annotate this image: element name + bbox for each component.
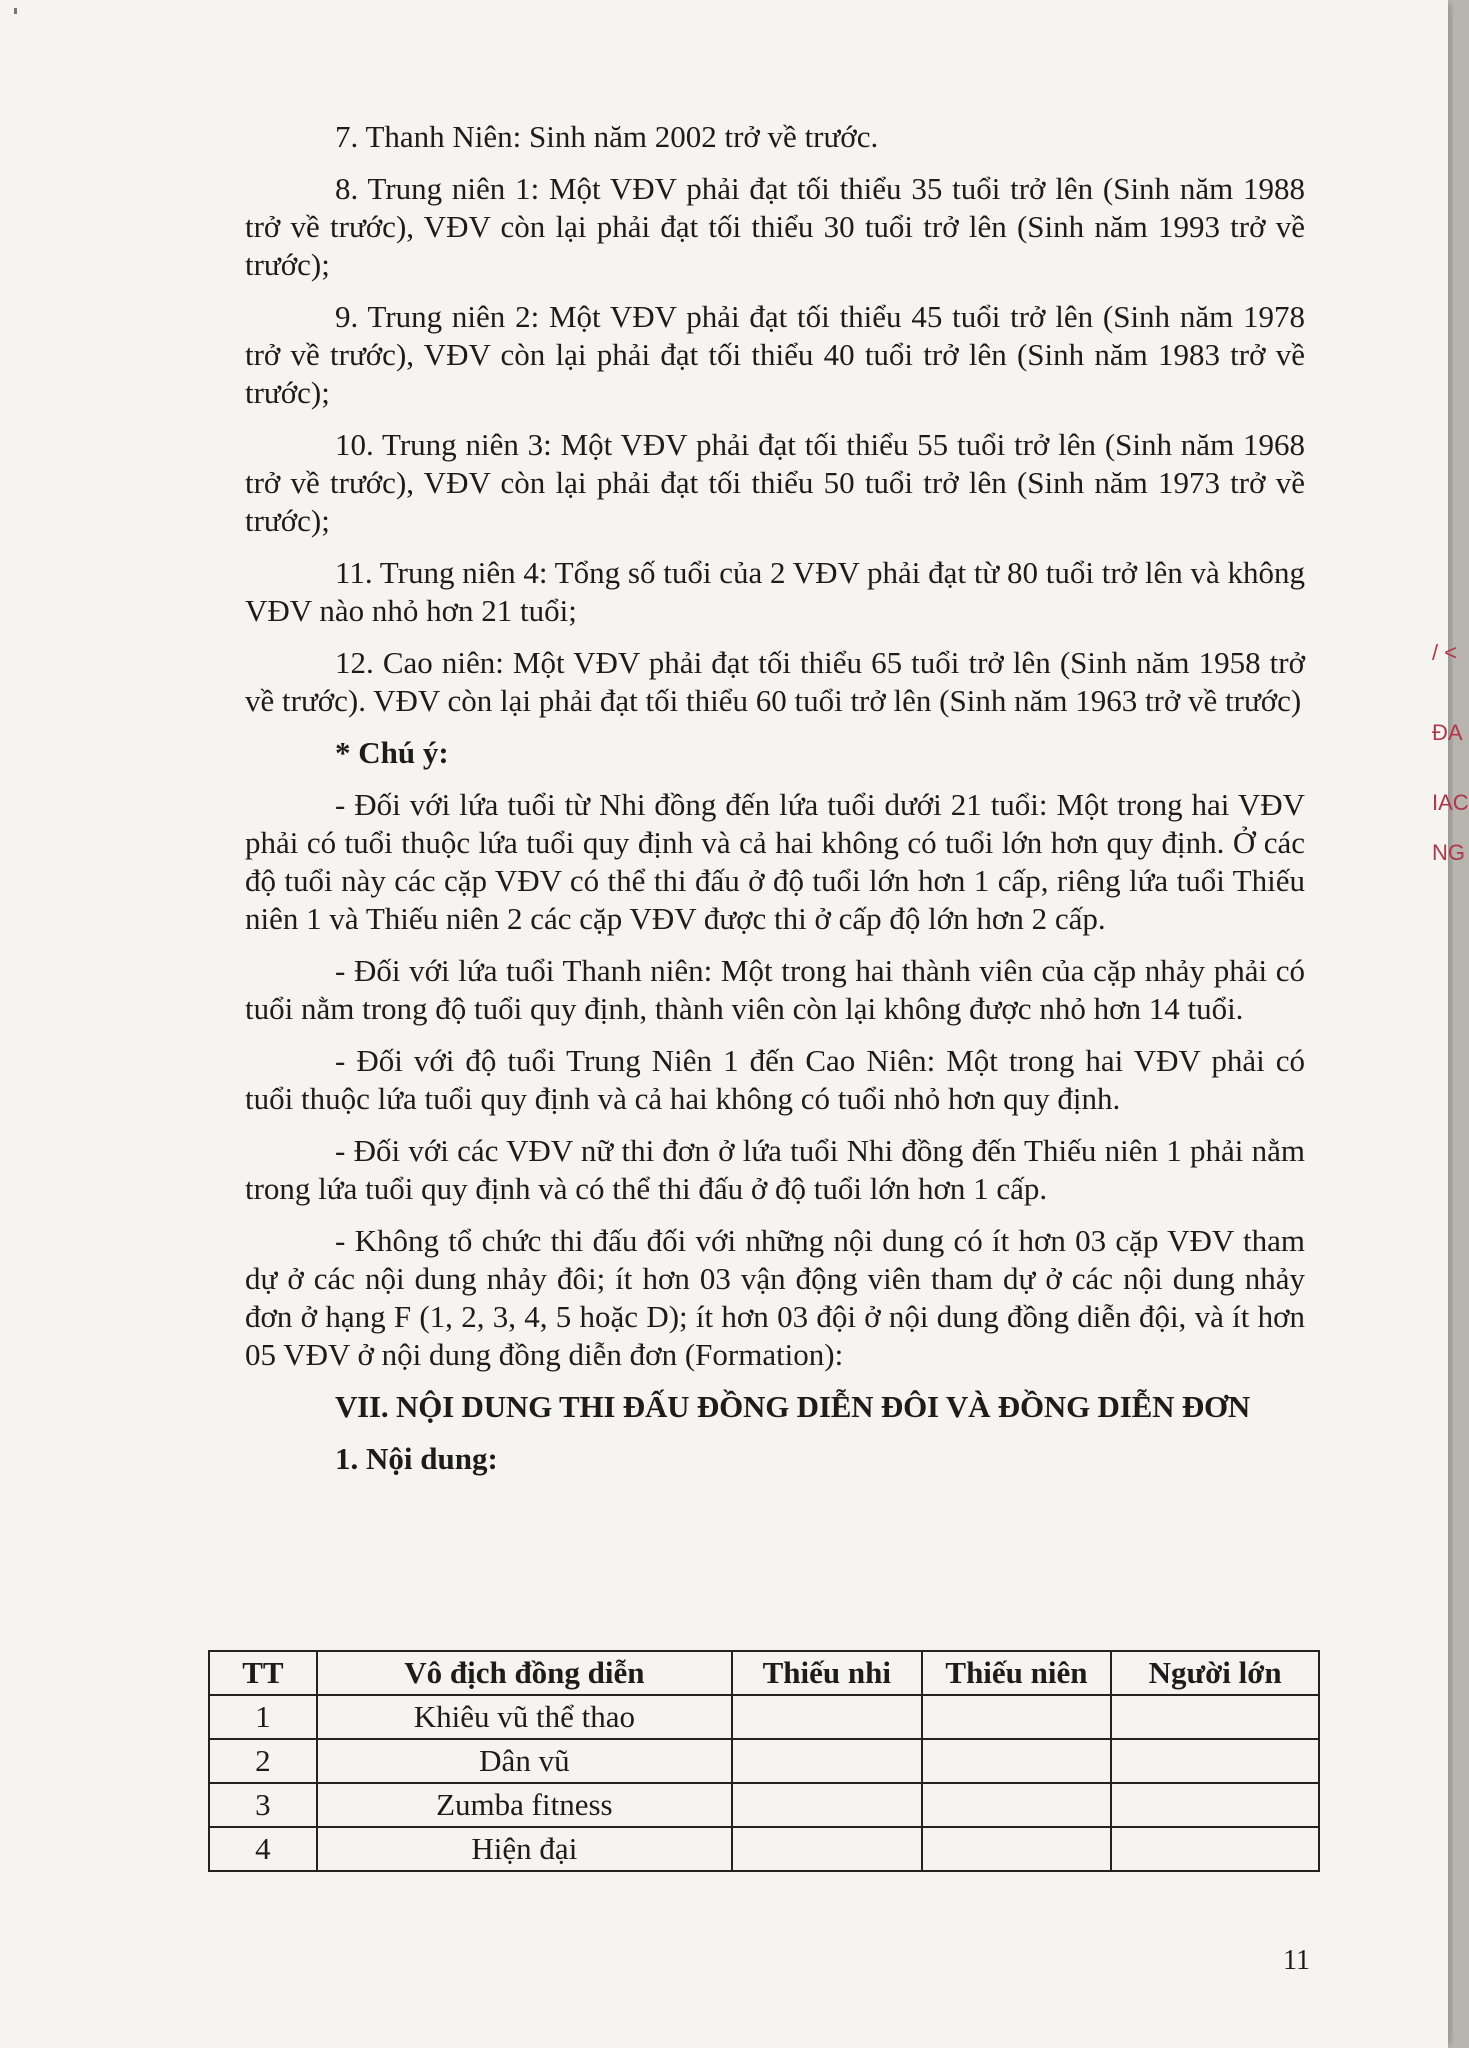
paragraph-thanh-nien: 7. Thanh Niên: Sinh năm 2002 trở về trước.: [335, 119, 879, 154]
table-cell: [922, 1695, 1112, 1739]
content-table: [208, 1650, 1320, 1872]
stamp-fragment-text: / <: [1432, 640, 1458, 665]
table-cell: [732, 1695, 922, 1739]
page-dot: [14, 8, 17, 14]
header-tt: TT: [209, 1651, 317, 1695]
table-row: [209, 1783, 1319, 1827]
table-cell: Dân vũ: [317, 1739, 732, 1783]
table-cell: Zumba fitness: [317, 1783, 732, 1827]
page-number: 11: [1283, 1945, 1310, 1976]
table-cell: 3: [209, 1783, 317, 1827]
table-row: [209, 1827, 1319, 1871]
document-body: [245, 118, 1305, 1492]
stamp-fragment-text: NG: [1432, 840, 1465, 865]
table-cell: [1111, 1783, 1319, 1827]
note-paragraph: - Đối với các VĐV nữ thi đơn ở lứa tuổi Nhi đồng đến Thiếu niên 1 phải nằm trong lứa tuổi quy định và có thể thi đấu ở độ tuổi lớn hơn 1 cấp.: [245, 1133, 1305, 1206]
table-cell: [732, 1739, 922, 1783]
section-heading: VII. NỘI DUNG THI ĐẤU ĐỒNG DIỄN ĐÔI VÀ ĐỒNG DIỄN ĐƠN: [335, 1389, 1251, 1424]
table-row: [209, 1695, 1319, 1739]
paragraph-trung-nien-4: 11. Trung niên 4: Tổng số tuổi của 2 VĐV phải đạt từ 80 tuổi trở lên và không VĐV nào nhỏ hơn 21 tuổi;: [245, 555, 1305, 628]
table-cell: [732, 1783, 922, 1827]
table-cell: Hiện đại: [317, 1827, 732, 1871]
table-cell: 4: [209, 1827, 317, 1871]
paragraph-trung-nien-1: 8. Trung niên 1: Một VĐV phải đạt tối thiểu 35 tuổi trở lên (Sinh năm 1988 trở về trước), VĐV còn lại phải đạt tối thiểu 30 tuổi trở lên (Sinh năm 1993 trở về trước);: [245, 171, 1305, 282]
paragraph-trung-nien-2: 9. Trung niên 2: Một VĐV phải đạt tối thiểu 45 tuổi trở lên (Sinh năm 1978 trở về trước), VĐV còn lại phải đạt tối thiểu 40 tuổi trở lên (Sinh năm 1983 trở về trước);: [245, 299, 1305, 410]
table-cell: Khiêu vũ thể thao: [317, 1695, 732, 1739]
header-nguoi-lon: Người lớn: [1111, 1651, 1319, 1695]
header-thieu-nhi: Thiếu nhi: [732, 1651, 922, 1695]
table-cell: [1111, 1827, 1319, 1871]
red-stamp-fragment: [1428, 640, 1469, 900]
note-paragraph: - Đối với độ tuổi Trung Niên 1 đến Cao Niên: Một trong hai VĐV phải có tuổi thuộc lứa tuổi quy định và cả hai không có tuổi nhỏ hơn quy định.: [245, 1043, 1305, 1116]
note-paragraph: - Đối với lứa tuổi từ Nhi đồng đến lứa tuổi dưới 21 tuổi: Một trong hai VĐV phải có tuổi thuộc lứa tuổi quy định và cả hai không có tuổi lớn hơn quy định. Ở các độ tuổi này các cặp VĐV có thể thi đấu ở độ tuổi lớn hơn 1 cấp, riêng lứa tuổi Thiếu niên 1 và Thiếu niên 2 các cặp VĐV được thi ở cấp độ lớn hơn 2 cấp.: [245, 787, 1305, 936]
table-cell: [922, 1783, 1112, 1827]
paragraph-cao-nien: 12. Cao niên: Một VĐV phải đạt tối thiểu 65 tuổi trở lên (Sinh năm 1958 trở về trước). VĐV còn lại phải đạt tối thiểu 60 tuổi trở lên (Sinh năm 1963 trở về trước): [245, 645, 1305, 718]
header-thieu-nien: Thiếu niên: [922, 1651, 1112, 1695]
note-paragraph: - Đối với lứa tuổi Thanh niên: Một trong hai thành viên của cặp nhảy phải có tuổi nằm trong độ tuổi quy định, thành viên còn lại không được nhỏ hơn 14 tuổi.: [245, 953, 1305, 1026]
table-header-row: [209, 1651, 1319, 1695]
table-cell: 1: [209, 1695, 317, 1739]
adjacent-page-edge: [1453, 0, 1469, 2048]
stamp-fragment-text: ĐA: [1432, 720, 1463, 745]
table-cell: [922, 1739, 1112, 1783]
table-cell: [1111, 1739, 1319, 1783]
note-heading: * Chú ý:: [335, 735, 449, 770]
stamp-fragment-text: IAC: [1432, 790, 1469, 815]
table-row: [209, 1739, 1319, 1783]
table-cell: 2: [209, 1739, 317, 1783]
sub-heading: 1. Nội dung:: [335, 1441, 498, 1476]
paragraph-trung-nien-3: 10. Trung niên 3: Một VĐV phải đạt tối thiểu 55 tuổi trở lên (Sinh năm 1968 trở về trước), VĐV còn lại phải đạt tối thiểu 50 tuổi trở lên (Sinh năm 1973 trở về trước);: [245, 427, 1305, 538]
table-cell: [1111, 1695, 1319, 1739]
header-vo-dich-dong-dien: Vô địch đồng diễn: [317, 1651, 732, 1695]
table-cell: [922, 1827, 1112, 1871]
note-paragraph: - Không tổ chức thi đấu đối với những nội dung có ít hơn 03 cặp VĐV tham dự ở các nội dung nhảy đôi; ít hơn 03 vận động viên tham dự ở các nội dung nhảy đơn ở hạng F (1, 2, 3, 4, 5 hoặc D); ít hơn 03 đội ở nội dung đồng diễn đội, và ít hơn 05 VĐV ở nội dung đồng diễn đơn (Formation):: [245, 1223, 1305, 1372]
table-cell: [732, 1827, 922, 1871]
